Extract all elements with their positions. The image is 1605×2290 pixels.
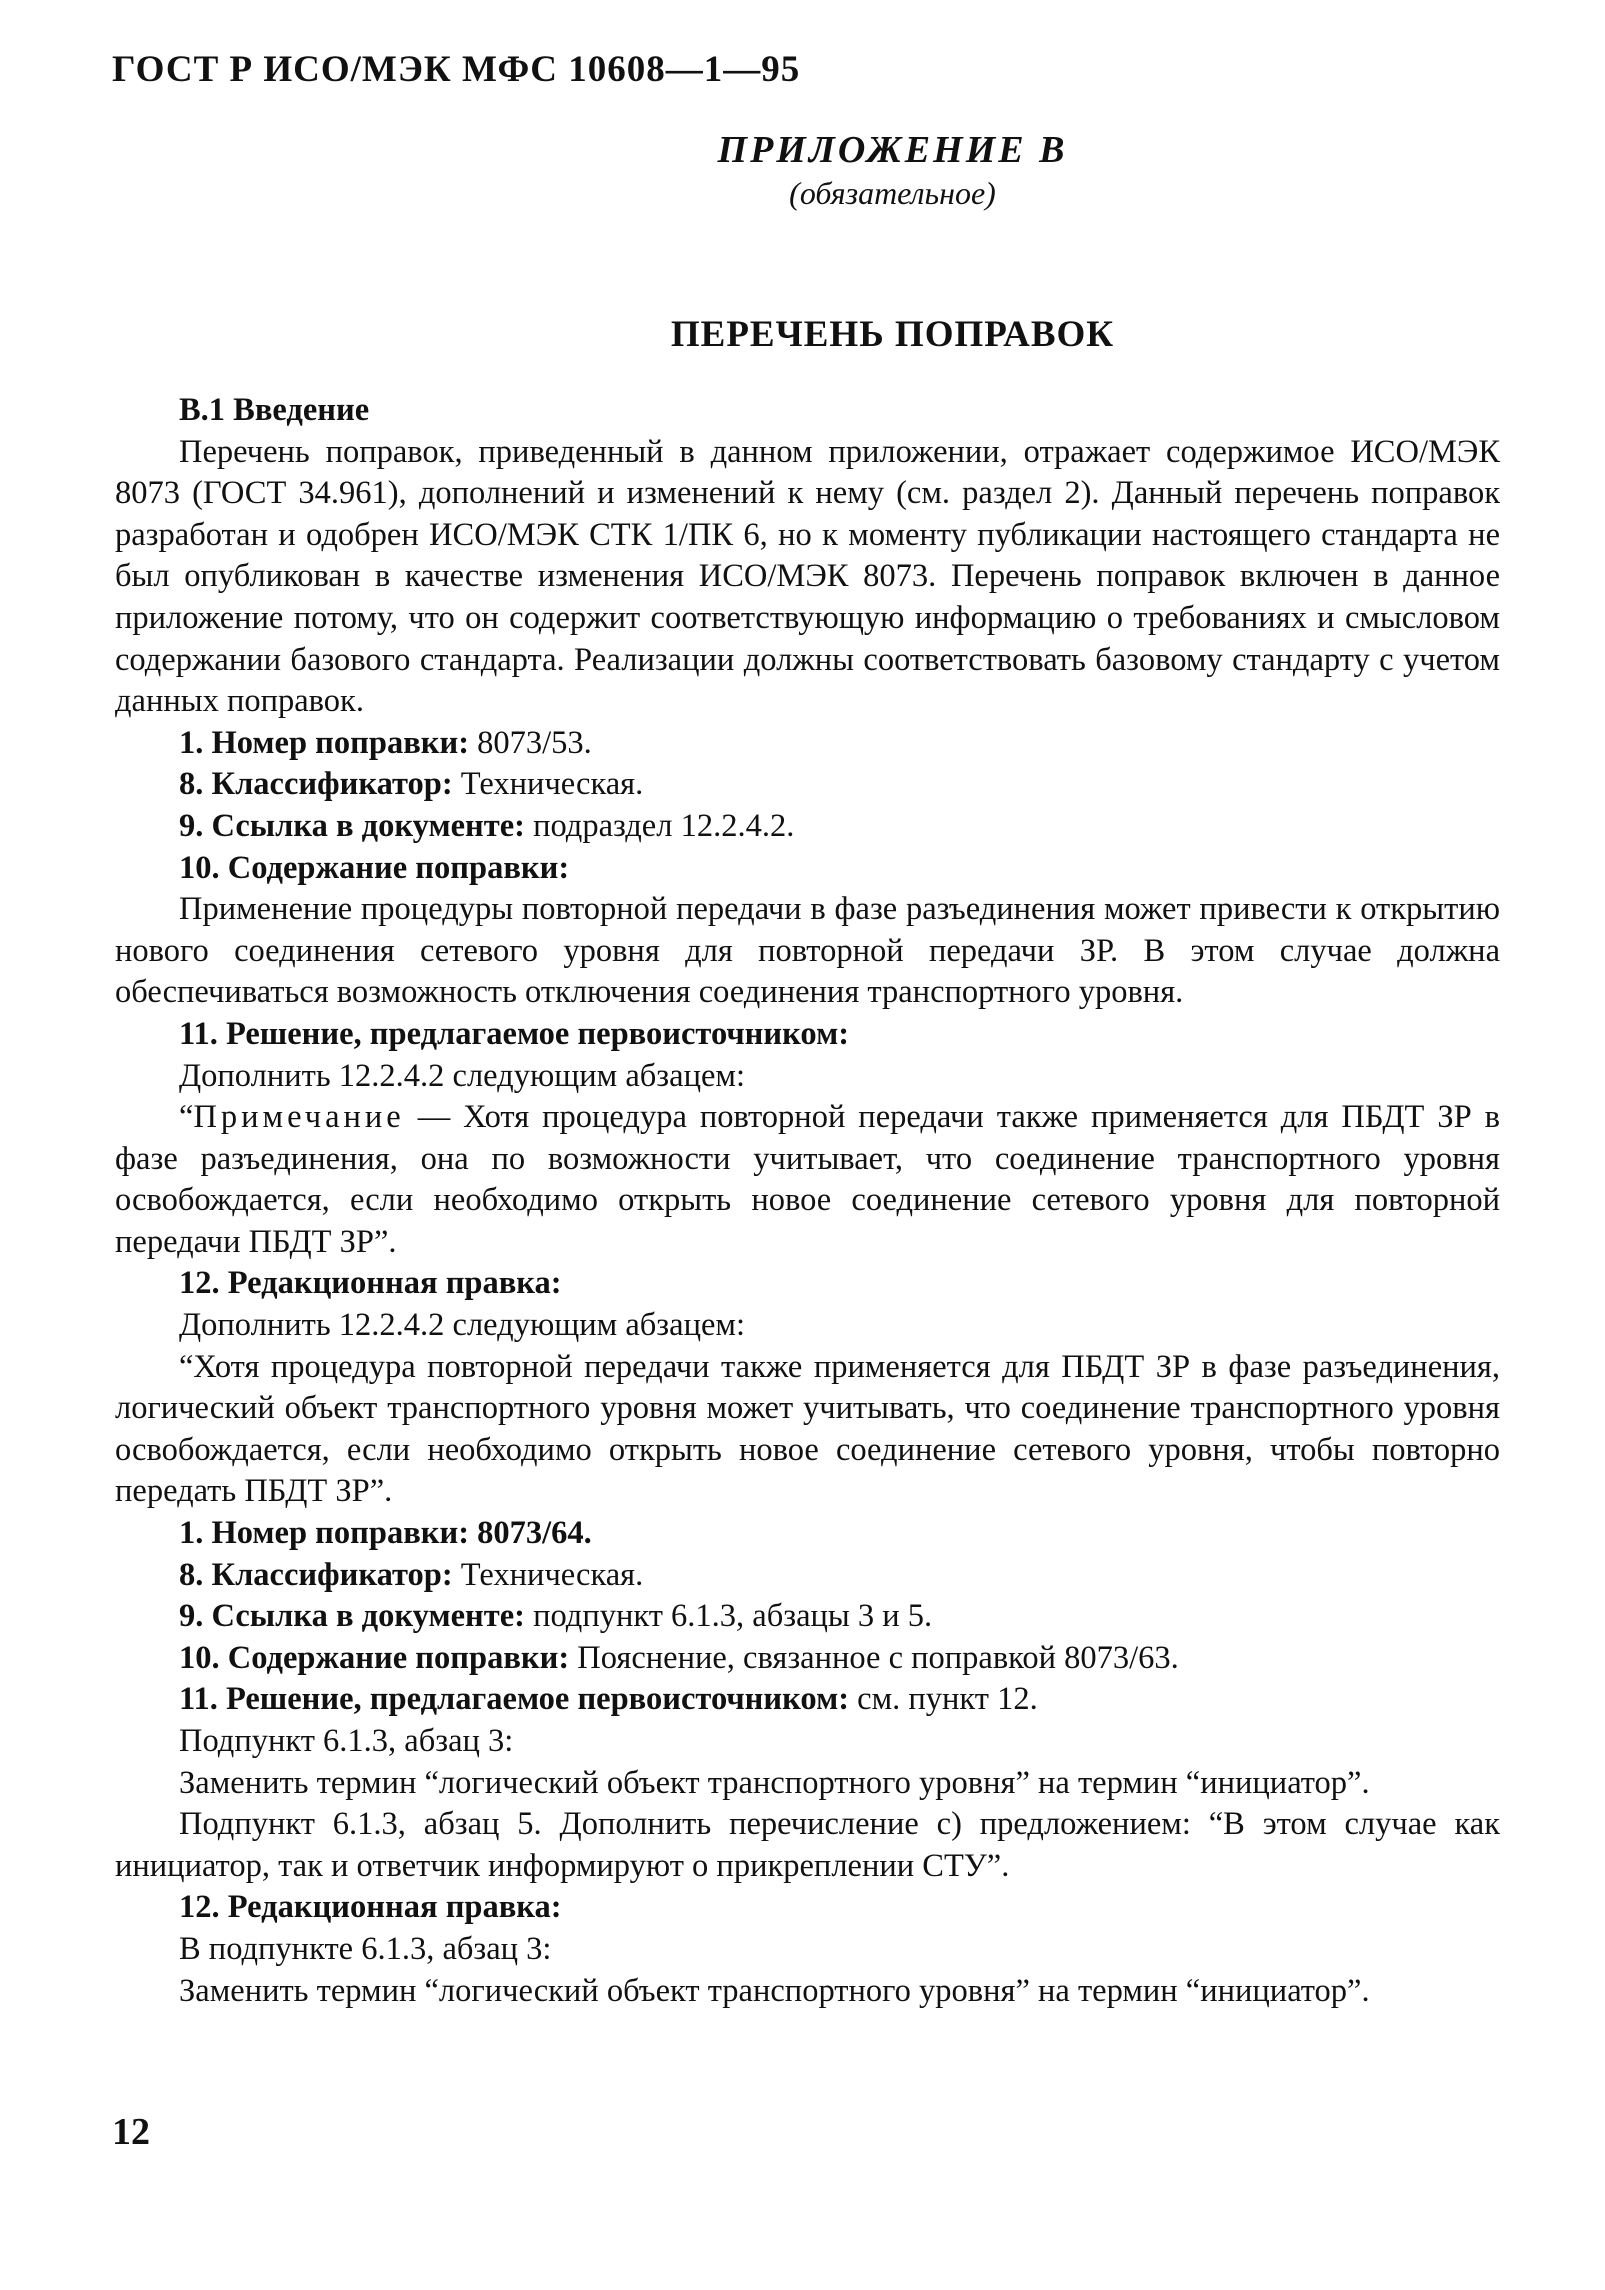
amendment2-solution: 11. Решение, предлагаемое первоисточником: см. пункт 12. — [179, 1681, 1038, 1718]
amendment1-content-label: 10. Содержание поправки: — [179, 849, 570, 886]
amendment2-edit-label: 12. Редакционная правка: — [179, 1889, 562, 1926]
intro-paragraph: Перечень поправок, приведенный в данном приложении, отражает содержимое ИСО/МЭК 8073 (ГОСТ 34.961), дополнений и изменений к нему (см. раздел 2). Данный перечень поправок разработан и одобрен ИСО/МЭК СТК 1/ПК 6, но к моменту публикации настоящего стандарта не был опубликован в качестве изменения ИСО/МЭК 8073. Перечень поправок включен в данное приложение потому, что он содержит соответствующую информацию о требованиях и смысловом содержании базового стандарта. Реализации должны соответствовать базовому стандарту с учетом данных поправок. — [115, 433, 1500, 720]
amendment2-subpoint1: Подпункт 6.1.3, абзац 3: — [179, 1723, 514, 1759]
amendment1-classifier: 8. Классификатор: Техническая. — [179, 766, 644, 803]
amendment1-number: 1. Номер поправки: 8073/53. — [179, 724, 592, 761]
amendment2-edit-sub: В подпункте 6.1.3, абзац 3: — [179, 1930, 552, 1967]
amendment1-edit-intro: Дополнить 12.2.4.2 следующим абзацем: — [179, 1307, 745, 1344]
amendment1-solution-intro: Дополнить 12.2.4.2 следующим абзацем: — [179, 1057, 745, 1094]
amendment2-number: 1. Номер поправки: 8073/64. — [179, 1515, 592, 1552]
amendment1-solution-label: 11. Решение, предлагаемое первоисточником: — [179, 1015, 850, 1052]
amendment2-edit-text: Заменить термин “логический объект транспортного уровня” на термин “инициатор”. — [179, 1972, 1370, 2009]
amendment1-note: “Примечание — Хотя процедура повторной передачи также применяется для ПБДТ ЗР в фазе разъединения, она по возможности учитывает, что соединение транспортного уровня освобождается, если необходимо открыть новое соединение сетевого уровня для повторной передачи ПБДТ ЗР”. — [115, 1099, 1500, 1260]
section-heading: В.1 Введение — [179, 392, 370, 428]
amendment1-edit-label: 12. Редакционная правка: — [179, 1265, 562, 1302]
amendment2-reference: 9. Ссылка в документе: подпункт 6.1.3, абзацы 3 и 5. — [179, 1598, 933, 1635]
amendment1-edit-text: “Хотя процедура повторной передачи также применяется для ПБДТ ЗР в фазе разъединения, логический объект транспортного уровня может учитывать, что соединение транспортного уровня освобождается, если необходимо открыть новое соединение сетевого уровня, чтобы повторно передать ПБДТ ЗР”. — [115, 1348, 1500, 1510]
document-body — [115, 390, 1500, 2012]
amendment2-subpoint1-text: Заменить термин “логический объект транспортного уровня” на термин “инициатор”. — [179, 1764, 1370, 1801]
appendix-title: ПРИЛОЖЕНИЕ В — [717, 129, 1068, 171]
amendment2-classifier: 8. Классификатор: Техническая. — [179, 1556, 644, 1593]
amendment2-subpoint2: Подпункт 6.1.3, абзац 5. Дополнить перечисление с) предложением: “В этом случае как инициатор, так и ответчик информируют о прикреплении СТУ”. — [115, 1806, 1500, 1884]
amendment2-content: 10. Содержание поправки: Пояснение, связанное с поправкой 8073/63. — [179, 1639, 1179, 1676]
amendment1-content: Применение процедуры повторной передачи в фазе разъединения может привести к открытию нового соединения сетевого уровня для повторной передачи ЗР. В этом случае должна обеспечиваться возможность отключения соединения транспортного уровня. — [115, 891, 1500, 1011]
page-title: ПЕРЕЧЕНЬ ПОПРАВОК — [670, 314, 1115, 355]
document-header: ГОСТ Р ИСО/МЭК МФС 10608—1—95 — [112, 49, 801, 90]
page-number: 12 — [112, 2111, 150, 2153]
appendix-subtitle: (обязательное) — [789, 175, 996, 211]
amendment1-reference: 9. Ссылка в документе: подраздел 12.2.4.2. — [179, 807, 795, 844]
